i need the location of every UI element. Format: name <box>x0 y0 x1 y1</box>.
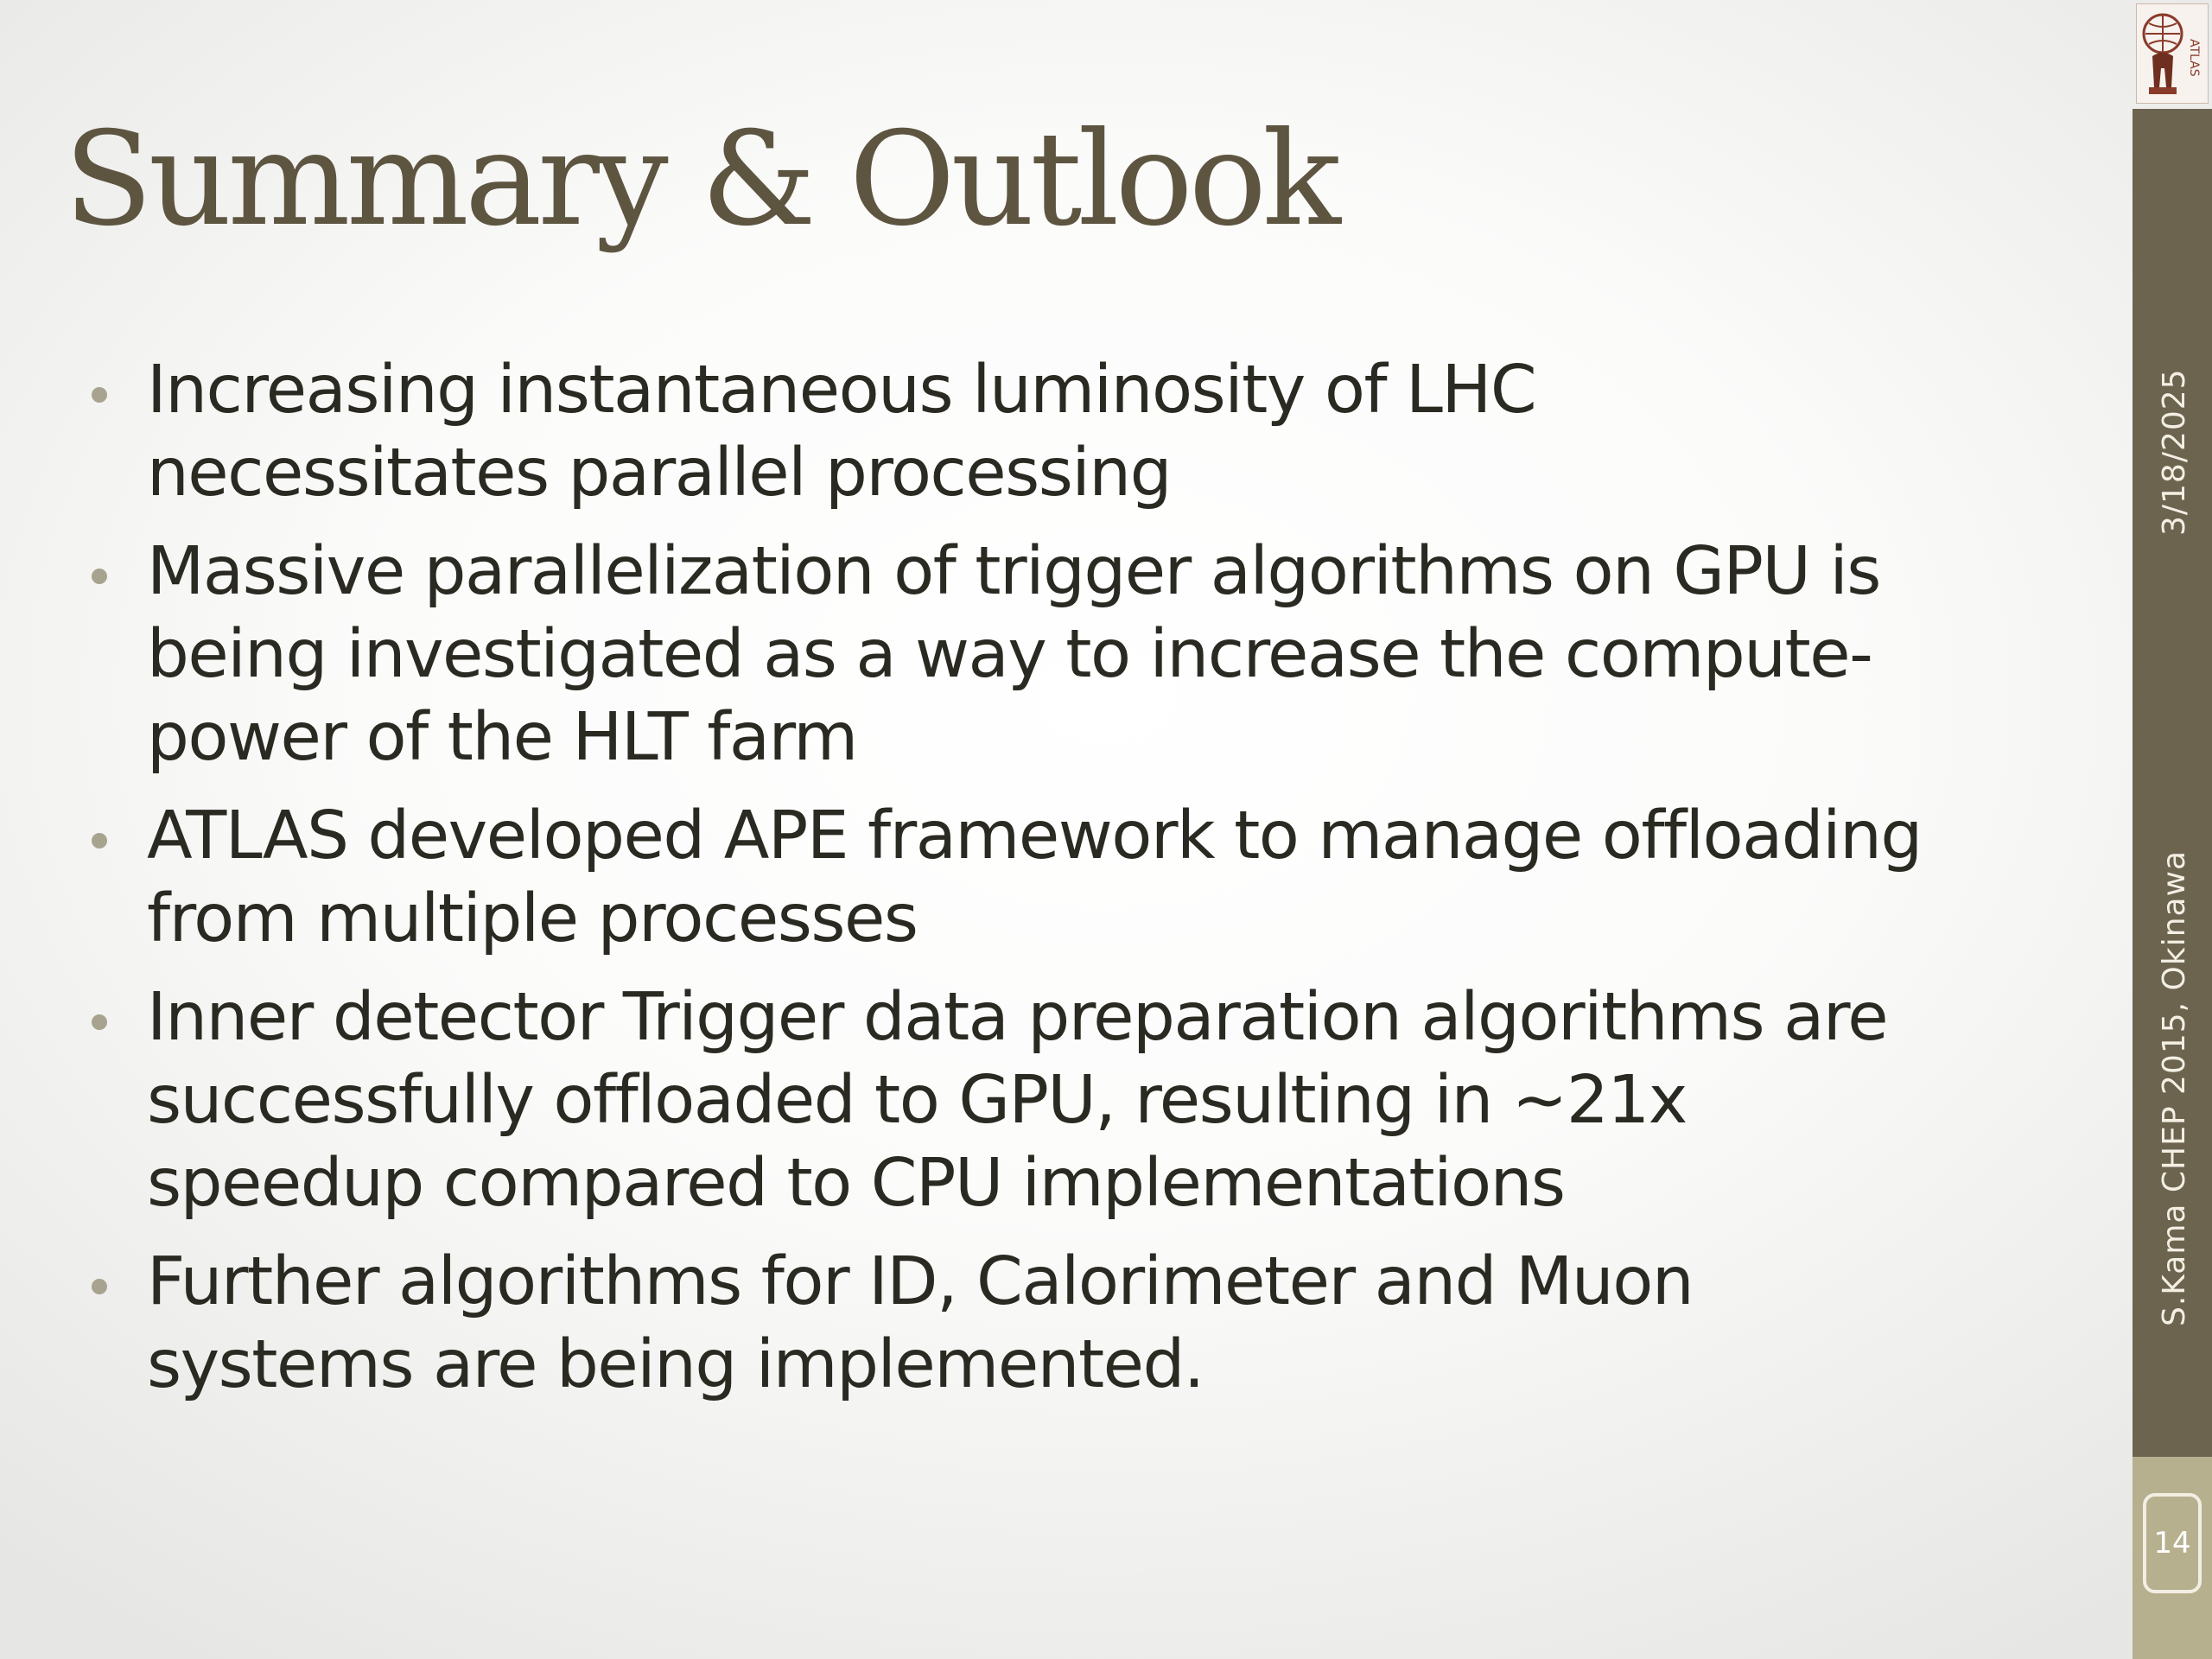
bullet-item <box>86 1241 2091 1407</box>
bullet-text-line: ATLAS developed APE framework to manage offloading <box>147 798 1922 874</box>
bullet-text-line: Massive parallelization of trigger algorithms on GPU is <box>147 533 1880 610</box>
bullet-text-line: Further algorithms for ID, Calorimeter and Muon <box>147 1243 1694 1320</box>
slide-title: Summary & Outlook <box>64 105 1337 255</box>
bullet-text-line: speedup compared to CPU implementations <box>147 1145 1565 1222</box>
bullet-dot-icon <box>92 1279 107 1294</box>
bullet-item <box>86 976 2091 1225</box>
bullet-text-line: from multiple processes <box>147 880 918 957</box>
bullet-text-line: systems are being implemented. <box>147 1326 1204 1403</box>
svg-text:ATLAS: ATLAS <box>2187 39 2201 77</box>
bullet-text-line: Inner detector Trigger data preparation algorithms are <box>147 979 1888 1056</box>
bullet-item <box>86 531 2091 779</box>
bullet-dot-icon <box>92 569 107 584</box>
bullet-text-line: necessitates parallel processing <box>147 435 1171 512</box>
slide-date: 3/18/2025 <box>2157 368 2192 536</box>
sidebar <box>2133 0 2212 1659</box>
bullet-item <box>86 349 2091 515</box>
bullet-dot-icon <box>92 1014 107 1030</box>
bullet-dot-icon <box>92 387 107 403</box>
bullet-text-line: Increasing instantaneous luminosity of LHC <box>147 352 1536 429</box>
bullet-dot-icon <box>92 833 107 849</box>
page-number-badge <box>2143 1493 2202 1593</box>
bullet-item <box>86 795 2091 961</box>
atlas-logo-icon <box>2136 3 2209 104</box>
bullet-text-line: successfully offloaded to GPU, resulting in ~21x <box>147 1062 1687 1139</box>
bullet-list <box>86 349 2091 1422</box>
slide-footer: S.Kama CHEP 2015, Okinawa <box>2157 849 2192 1326</box>
bullet-text-line: power of the HLT farm <box>147 699 857 776</box>
page-number: 14 <box>2153 1526 2191 1560</box>
bullet-text-line: being investigated as a way to increase the compute- <box>147 616 1872 693</box>
